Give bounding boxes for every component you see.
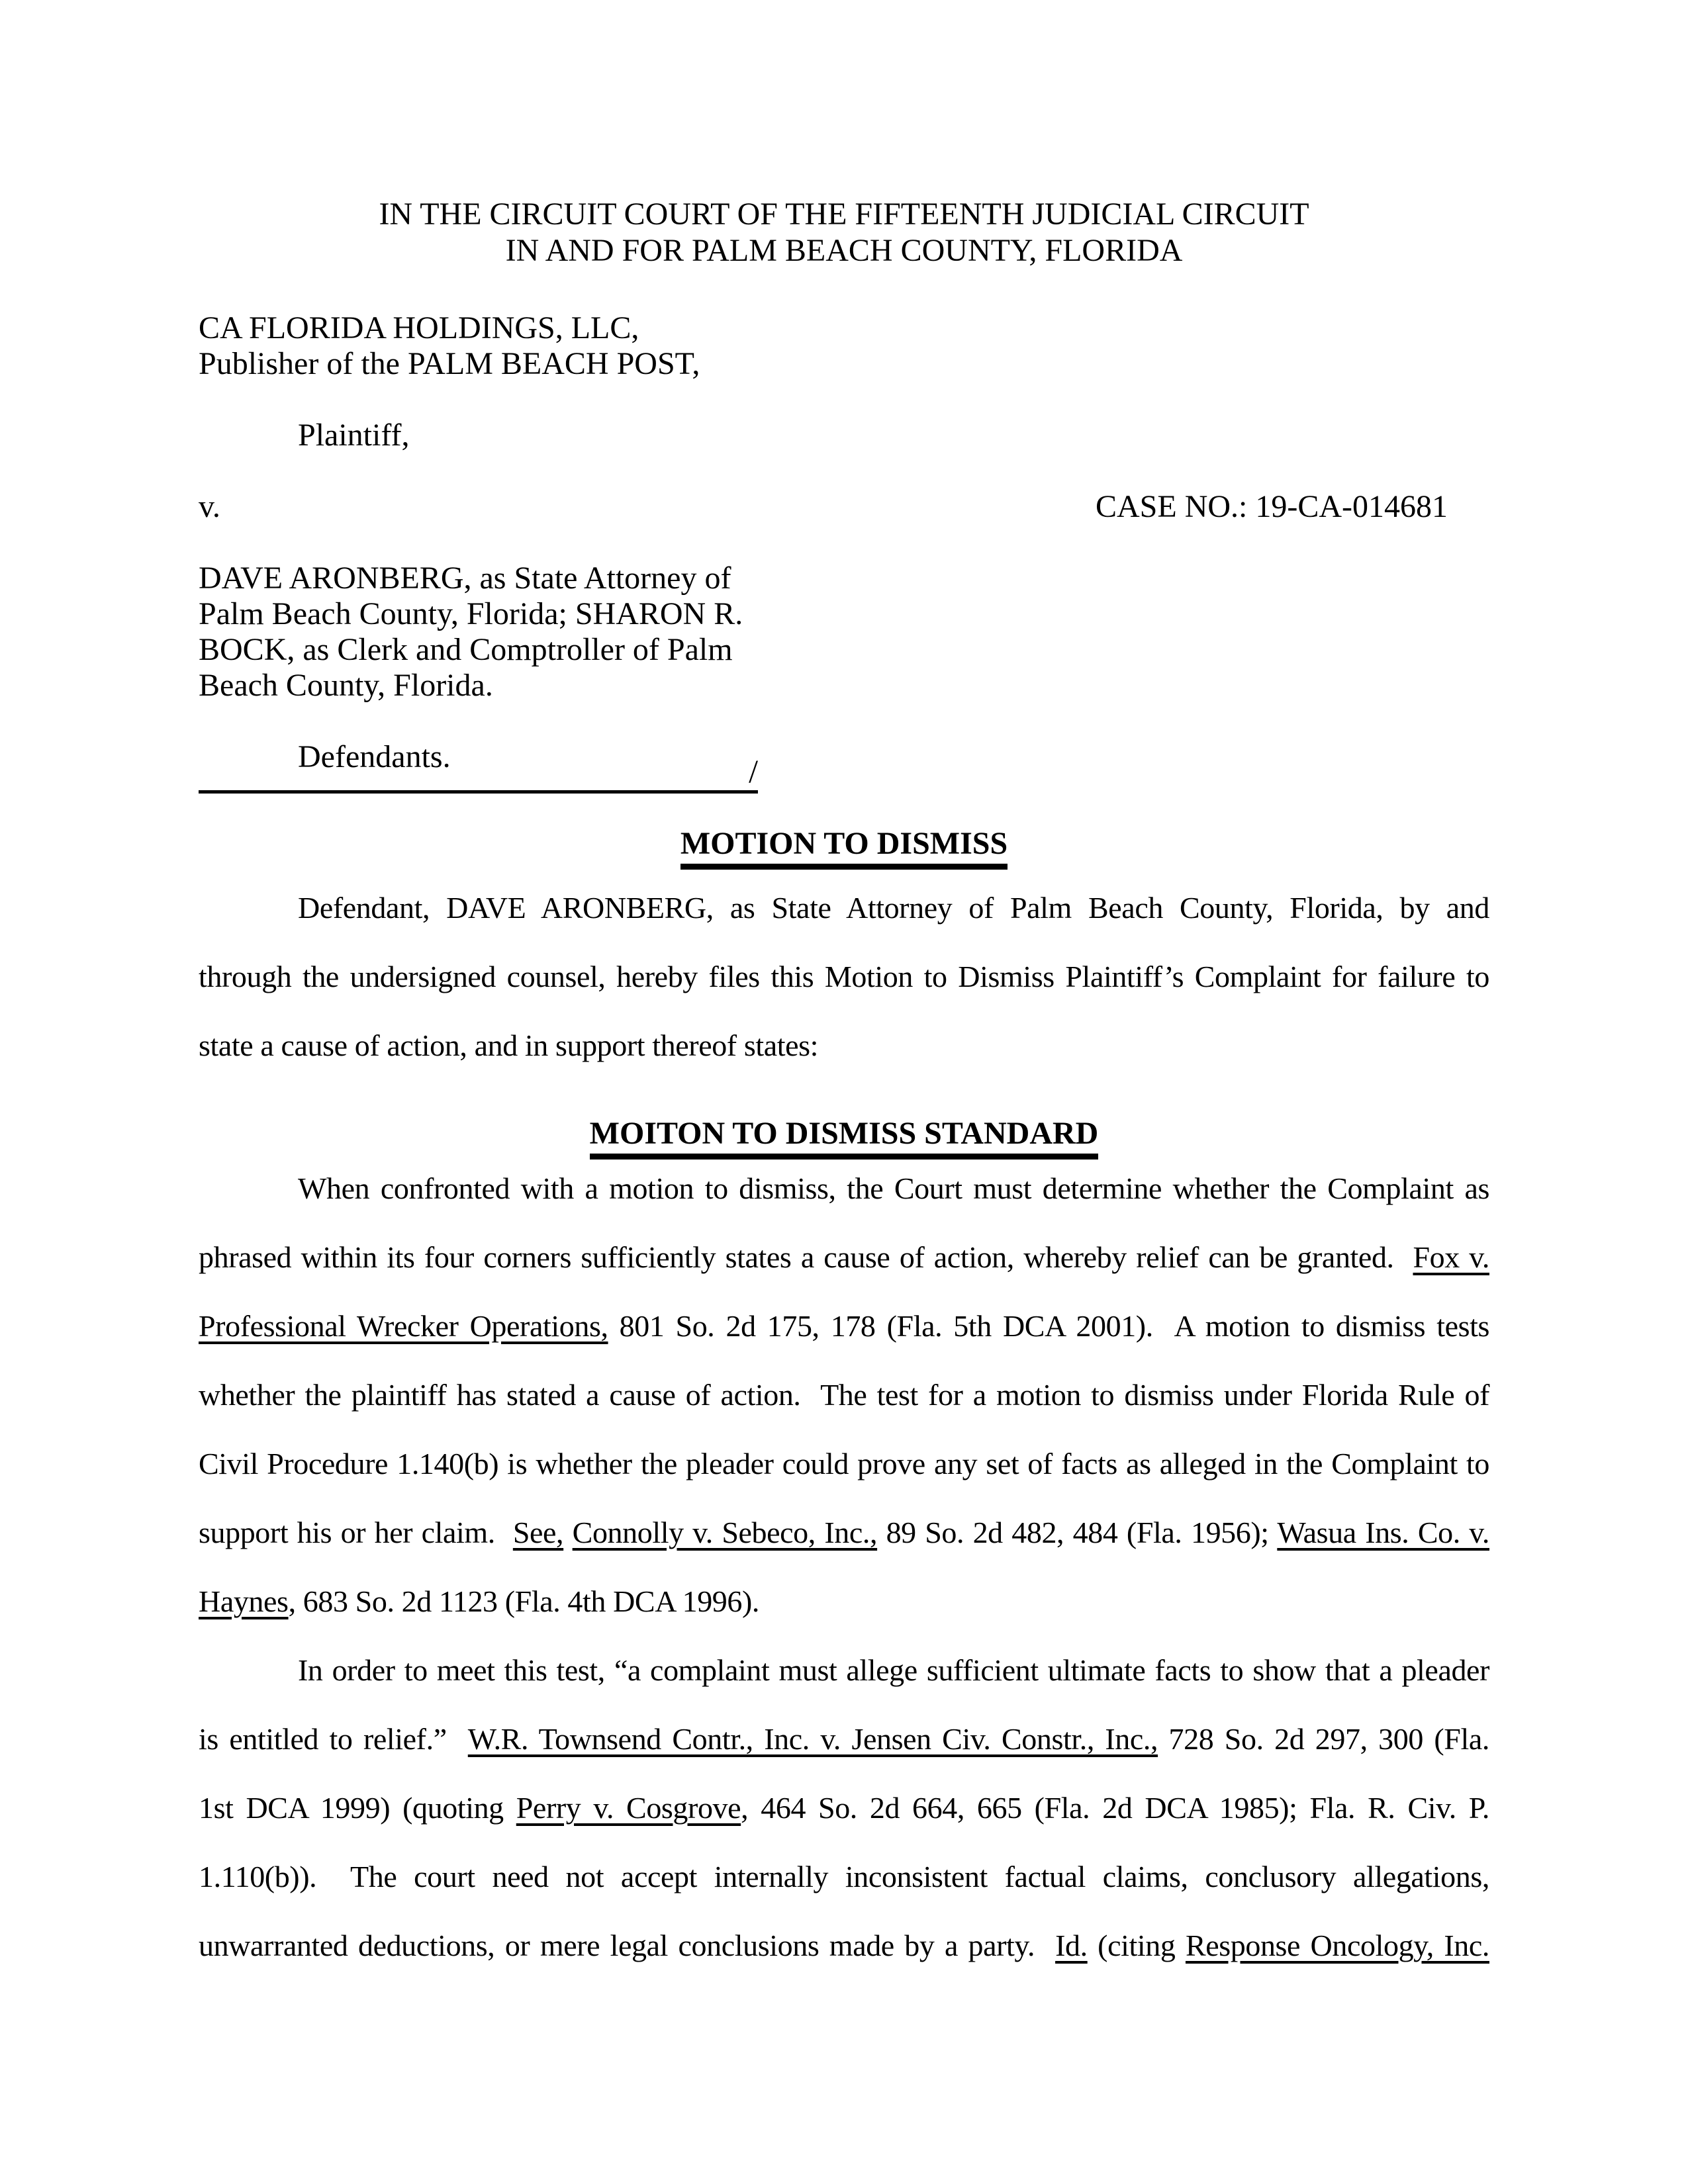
body-line [199,1498,1489,1567]
body-text: 1.110(b)). The court need not accept internally inconsistent factual claims, conclusory allegations, [199,1860,1489,1893]
caption-spacer [199,382,1489,418]
case-citation: Wasua Ins. Co. v. [1277,1516,1490,1549]
body-line [199,942,1489,1011]
versus-label: v. [199,489,220,524]
case-citation: W.R. Townsend Contr., Inc. v. Jensen Civ. Constr., Inc., [467,1722,1158,1756]
body-text: Civil Procedure 1.140(b) is whether the pleader could prove any set of facts as alleged in the Complaint to [199,1447,1489,1480]
body-line [199,1292,1489,1361]
body-text: 1st DCA 1999) (quoting [199,1791,516,1825]
caption-spacer [199,704,1489,739]
body-line [199,1843,1489,1911]
body-text: (citing [1087,1929,1186,1962]
body-text: state a cause of action, and in support thereof states: [199,1028,819,1062]
body-text: , 464 So. 2d 664, 665 (Fla. 2d DCA 1985); Fla. R. Civ. P. [741,1791,1489,1825]
defendant-line: Beach County, Florida. [199,668,493,703]
body-text: 89 So. 2d 482, 484 (Fla. 1956); [877,1516,1278,1549]
defendant-line: DAVE ARONBERG, as State Attorney of [199,561,731,596]
body-text: is entitled to relief.” [199,1722,468,1756]
body-text: Defendant, DAVE ARONBERG, as State Attorney of Palm Beach County, Florida, by and [298,891,1489,925]
case-citation: Haynes [199,1584,289,1618]
defendants-role: Defendants. [298,739,451,774]
body-line [199,1430,1489,1498]
defendant-line: BOCK, as Clerk and Comptroller of Palm [199,632,733,667]
case-citation: See, [512,1516,564,1549]
body-text: phrased within its four corners sufficiently states a cause of action, whereby relief can be granted. [199,1240,1413,1274]
case-caption [199,310,1489,794]
body-line [199,1911,1489,1980]
court-header [199,196,1489,269]
motion-title [199,823,1489,864]
case-citation: Connolly v. Sebeco, Inc., [572,1516,878,1549]
caption-spacer [199,525,1489,561]
case-citation: Id. [1055,1929,1088,1962]
body-line [199,1774,1489,1843]
standard-heading [199,1113,1489,1154]
body-text: unwarranted deductions, or mere legal conclusions made by a party. [199,1929,1056,1962]
body-text: whether the plaintiff has stated a cause of action. The test for a motion to dismiss under Florida Rule of [199,1378,1489,1412]
body-line [199,1154,1489,1223]
caption-spacer [199,453,1489,489]
plaintiff-role: Plaintiff, [298,418,410,453]
court-header-line-1: IN THE CIRCUIT COURT OF THE FIFTEENTH JUDICIAL CIRCUIT [379,197,1309,232]
court-header-line-2: IN AND FOR PALM BEACH COUNTY, FLORIDA [505,233,1183,268]
document-body [199,823,1489,1980]
motion-title-text: MOTION TO DISMISS [680,826,1008,870]
defendant-line: Palm Beach County, Florida; SHARON R. [199,596,743,631]
case-number: CASE NO.: 19-CA-014681 [1096,489,1448,524]
plaintiff-name: CA FLORIDA HOLDINGS, LLC, [199,310,639,345]
body-line [199,1567,1489,1636]
versus-row [199,489,1489,525]
body-text: through the undersigned counsel, hereby files this Motion to Dismiss Plaintiff’s Complaint for failure to [199,960,1489,993]
body-line [199,1705,1489,1774]
body-line [199,1636,1489,1705]
signature-slash: / [749,752,758,790]
body-text: 801 So. 2d 175, 178 (Fla. 5th DCA 2001). A motion to dismiss tests [608,1309,1489,1343]
body-line [199,1223,1489,1292]
body-text [563,1516,572,1549]
body-line [199,874,1489,942]
body-text: In order to meet this test, “a complaint must allege sufficient ultimate facts to show that a pleader [298,1653,1489,1687]
case-citation: Response Oncology, Inc. [1185,1929,1489,1962]
plaintiff-description: Publisher of the PALM BEACH POST, [199,346,700,381]
body-line [199,1011,1489,1080]
body-text: 728 So. 2d 297, 300 (Fla. [1158,1722,1489,1756]
case-citation: Fox v. [1413,1240,1489,1274]
para-standard-2 [199,1636,1489,1980]
case-citation: Professional Wrecker Operations, [199,1309,608,1343]
signature-line [199,752,758,794]
body-line [199,1361,1489,1430]
standard-heading-text: MOITON TO DISMISS STANDARD [590,1116,1099,1160]
body-text: , 683 So. 2d 1123 (Fla. 4th DCA 1996). [288,1584,760,1618]
para-standard-1 [199,1154,1489,1636]
para-intro [199,874,1489,1080]
case-citation: Perry v. Cosgrove [516,1791,741,1825]
body-text: When confronted with a motion to dismiss, the Court must determine whether the Complaint as [298,1171,1489,1205]
body-text: support his or her claim. [199,1516,513,1549]
